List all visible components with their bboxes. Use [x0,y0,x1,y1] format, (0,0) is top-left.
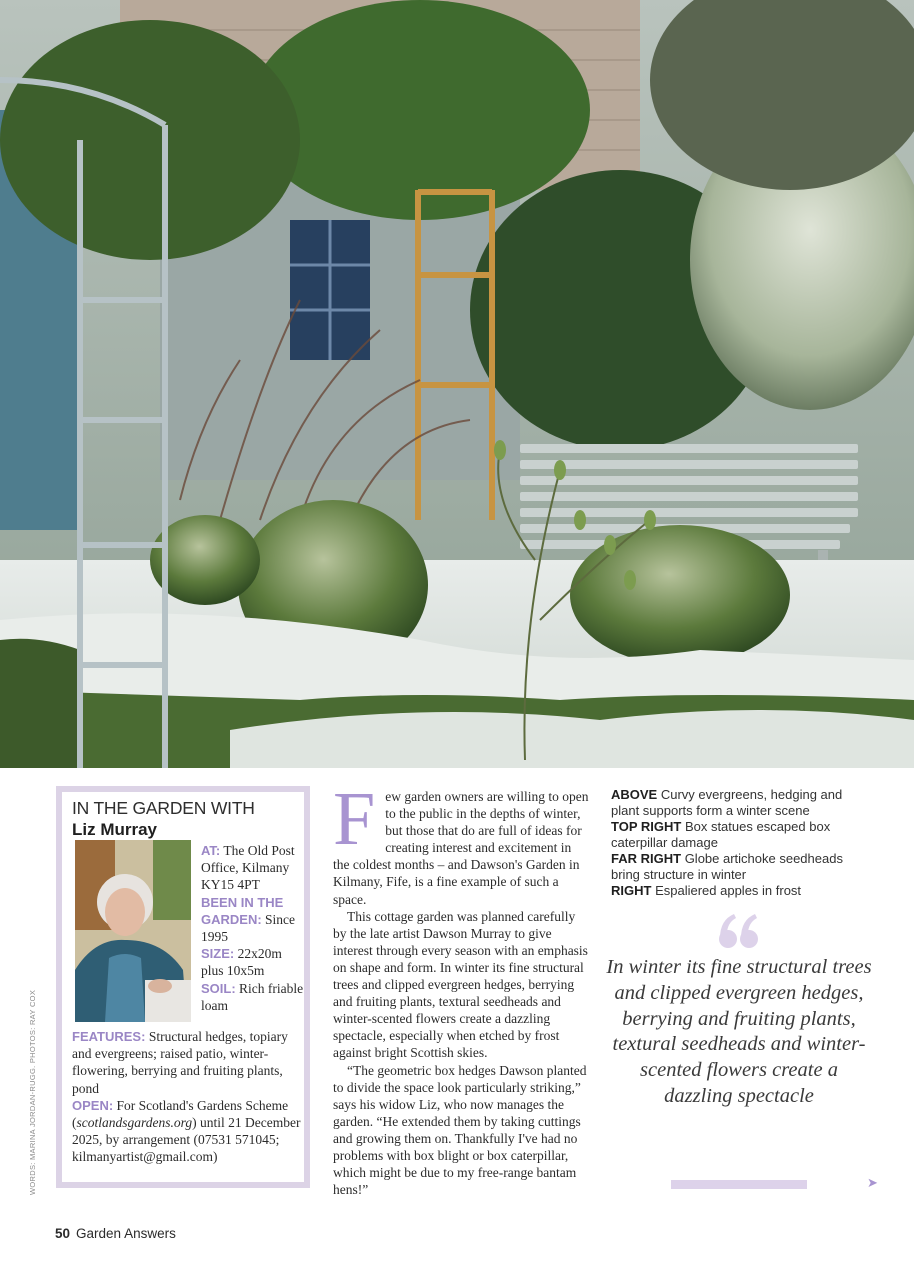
features-label: FEATURES: [72,1029,146,1044]
portrait-illustration [75,840,191,1022]
page-number: 50 [55,1226,71,1241]
open-value-2: ) until 21 December 2025, by arrangement (07531 571045; kilmanyartist@gmail.com) [72,1115,301,1165]
size-entry [201,945,307,979]
at-entry [201,842,307,894]
photo-credit: WORDS: MARINA JORDAN-RUGG. PHOTOS: RAY COX [28,989,37,1195]
gardener-name: Liz Murray [72,820,158,839]
open-label: OPEN: [72,1097,114,1113]
quote-mark-icon [718,912,760,952]
caption-key: RIGHT [611,883,652,898]
been-value: Since 1995 [201,911,296,945]
photo-captions [611,787,871,899]
page-footer [55,1226,176,1241]
size-label: SIZE: [201,946,235,962]
caption-above [611,787,871,819]
been-entry [201,894,307,946]
caption-text: Curvy evergreens, hedging and plant supports form a winter scene [611,787,843,818]
drop-cap: F [333,777,376,861]
caption-key: ABOVE [611,787,658,802]
article-paragraph-2: This cottage garden was planned carefully by the late artist Dawson Murray to give interest through every season with an emphasis on shape and form. In winter its fine structural trees and clipped evergreen hedges, berrying and fruiting plants, textural seedheads and winter-scented flowers create a dazzling spectacle, especially when etched by frost against bright Scottish skies. [333,908,588,1061]
info-box-kicker: IN THE GARDEN WITH [72,798,255,818]
been-label: BEEN IN THE GARDEN: [201,894,284,927]
pull-quote-rule [671,1180,807,1189]
at-value: The Old Post Office, Kilmany KY15 4PT [201,843,295,893]
article-body [333,777,591,1198]
features-value: Structural hedges, topiary and evergreens; raised patio, winter-flowering, berrying and fruiting plants, pond [72,1029,288,1096]
at-label: AT: [201,843,221,858]
features-entry [72,1028,304,1097]
caption-right [611,883,871,899]
size-value: 22x20m plus 10x5m [201,946,282,979]
info-box-details-full [72,1028,304,1166]
caption-text: Espaliered apples in frost [655,883,802,898]
next-arrow-icon[interactable]: ➤ [867,1176,878,1191]
caption-far-right [611,851,871,883]
magazine-name: Garden Answers [76,1226,176,1241]
caption-key: FAR RIGHT [611,851,682,866]
caption-top-right [611,819,871,851]
caption-key: TOP RIGHT [611,819,682,834]
info-box-details [201,842,307,1014]
article-paragraph-1: ew garden owners are willing to open to the public in the depths of winter, but those that do are full of ideas for creating interest and excitement in the coldest months – and Dawson's Garden in Kilmany, Fife, is a fine example of such a space. [333,789,589,907]
open-value-1: For Scotland's Gardens Scheme ( [72,1097,289,1131]
soil-entry [201,980,307,1014]
open-website-link[interactable]: scotlandsgardens.org [76,1115,193,1131]
soil-value: Rich friable loam [201,980,304,1013]
soil-label: SOIL: [201,980,236,996]
article-paragraph-3: “The geometric box hedges Dawson planted to divide the space look particularly striking,” says his widow Liz, who now manages the garden. “He extended them by taking cuttings and growing them on. Thankfully I've had no problems with box blight or box caterpillar, which might be due to my free-range bantam hens!” [333,1062,587,1198]
caption-text: Box statues escaped box caterpillar damage [611,819,831,850]
pull-quote: In winter its fine structural trees and clipped evergreen hedges, berrying and fruiting plants, textural seedheads and winter-scented flowers create a dazzling spectacle [606,956,872,1107]
portrait-photo [75,840,191,1022]
caption-text: Globe artichoke seedheads bring structure in winter [611,851,843,882]
info-box [56,786,310,1188]
open-entry [72,1097,304,1166]
